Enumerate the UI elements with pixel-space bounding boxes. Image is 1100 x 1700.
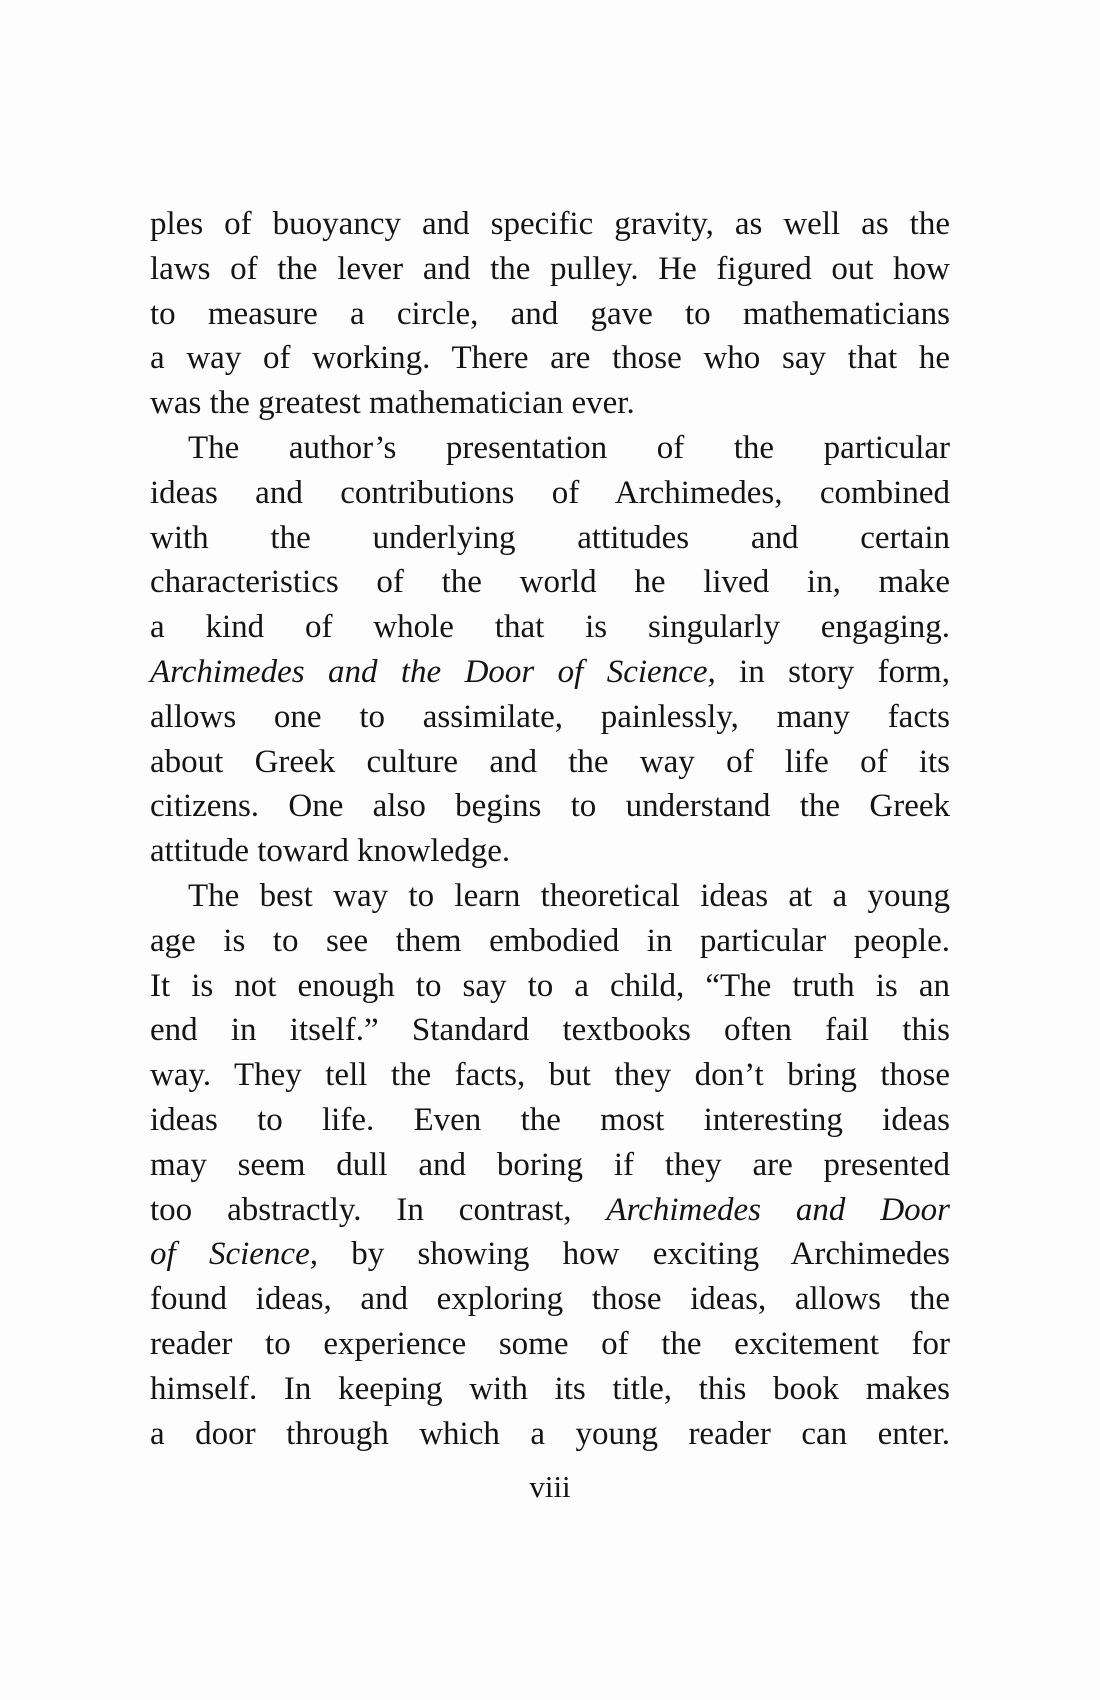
- text-line: a door through which a young reader can enter.: [150, 1415, 950, 1452]
- text-line: a way of working. There are those who say that he: [150, 340, 950, 377]
- text-line: himself. In keeping with its title, this book makes: [150, 1370, 950, 1407]
- text-segment: too abstractly. In contrast,: [150, 1191, 607, 1228]
- text-line: characteristics of the world he lived in, make: [150, 564, 950, 601]
- text-line: The author’s presentation of the particular: [188, 429, 950, 466]
- text-line: ideas and contributions of Archimedes, combined: [150, 474, 950, 511]
- text-line: The best way to learn theoretical ideas at a young: [188, 877, 950, 914]
- text-line: may seem dull and boring if they are presented: [150, 1146, 950, 1183]
- text-line: laws of the lever and the pulley. He figured out how: [150, 250, 950, 287]
- paragraph-continuation: [150, 202, 950, 426]
- text-line: attitude toward knowledge.: [150, 833, 511, 870]
- text-line: [150, 650, 950, 695]
- book-title-italic: of Science,: [150, 1236, 318, 1273]
- text-line: ples of buoyancy and specific gravity, as well as the: [150, 206, 950, 242]
- text-line: way. They tell the facts, but they don’t bring those: [150, 1057, 950, 1094]
- text-line: allows one to assimilate, painlessly, many facts: [150, 698, 950, 735]
- text-segment: in story form,: [715, 653, 950, 690]
- text-line: with the underlying attitudes and certain: [150, 519, 950, 556]
- text-line: reader to experience some of the excitement for: [150, 1325, 950, 1362]
- text-line: end in itself.” Standard textbooks often fail this: [150, 1012, 950, 1049]
- text-line: age is to see them embodied in particular people.: [150, 922, 950, 959]
- text-line: citizens. One also begins to understand the Greek: [150, 788, 950, 825]
- text-line: to measure a circle, and gave to mathematicians: [150, 295, 950, 332]
- paragraph-best-way-to-learn: [150, 874, 950, 1456]
- text-line: a kind of whole that is singularly engaging.: [150, 609, 950, 646]
- text-line: found ideas, and exploring those ideas, allows the: [150, 1281, 950, 1318]
- text-line: [150, 1188, 950, 1233]
- text-line: ideas to life. Even the most interesting ideas: [150, 1101, 950, 1138]
- text-line: It is not enough to say to a child, “The truth is an: [150, 967, 950, 1004]
- text-line: about Greek culture and the way of life of its: [150, 743, 950, 780]
- book-title-italic: Archimedes and the Door of Science,: [150, 653, 716, 690]
- book-title-italic: Archimedes and Door: [606, 1191, 950, 1228]
- text-segment: by showing how exciting Archimedes: [317, 1236, 950, 1273]
- body-text: [150, 202, 950, 1456]
- text-line: was the greatest mathematician ever.: [150, 385, 635, 422]
- paragraph-authors-presentation: [150, 426, 950, 874]
- page-number: viii: [529, 1469, 571, 1504]
- text-line: [150, 1232, 950, 1277]
